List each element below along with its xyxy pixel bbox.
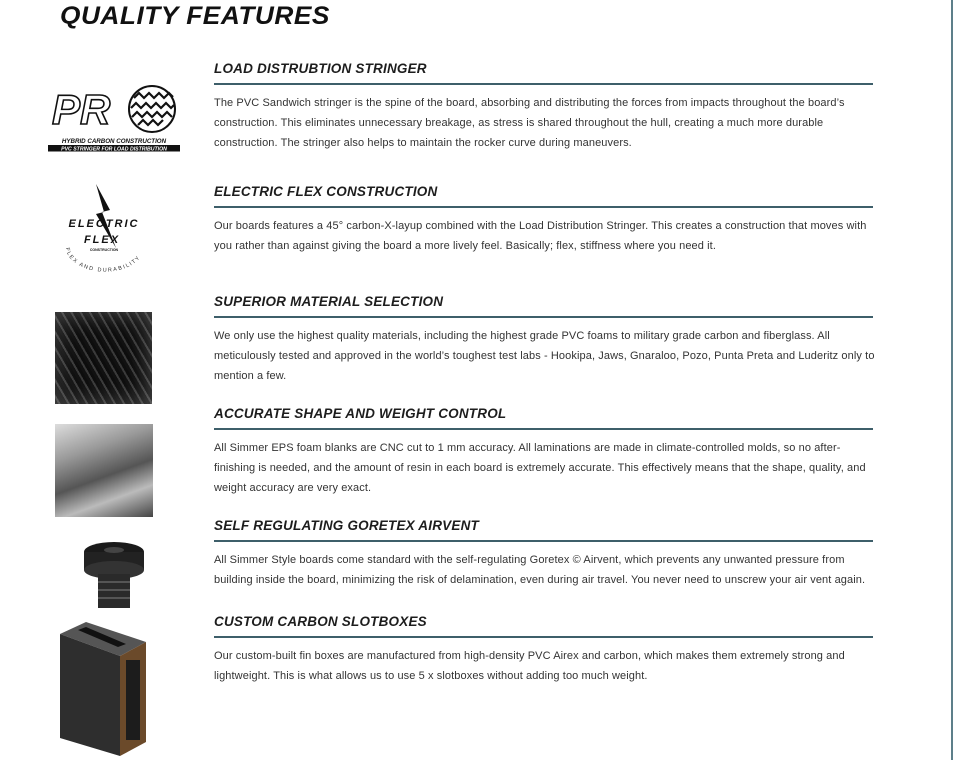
feature-superior-material-selection xyxy=(214,294,880,386)
feature-load-distribution-stringer xyxy=(214,61,880,153)
heading-divider xyxy=(214,636,873,638)
heading-divider xyxy=(214,316,873,318)
feature-custom-carbon-slotboxes xyxy=(214,614,880,686)
feature-goretex-airvent xyxy=(214,518,880,590)
heading-divider xyxy=(214,206,873,208)
carbon-fiber-image xyxy=(55,312,152,404)
svg-text:ELECTRIC: ELECTRIC xyxy=(68,218,140,230)
svg-text:FLEX: FLEX xyxy=(83,234,121,246)
heading-divider xyxy=(214,540,873,542)
svg-text:PR: PR xyxy=(52,86,111,133)
feature-heading: ELECTRIC FLEX CONSTRUCTION xyxy=(214,184,438,199)
airvent-image xyxy=(76,538,152,612)
feature-accurate-shape-weight-control xyxy=(214,406,880,498)
feature-body: All Simmer Style boards come standard with the self-regulating Goretex © Airvent, which prevents any unwanted pressure from building inside the board, minimizing the risk of delamination, even during air travel. You never need to unscrew your air vent again. xyxy=(214,554,866,586)
feature-heading: ACCURATE SHAPE AND WEIGHT CONTROL xyxy=(214,406,507,421)
cnc-machine-image xyxy=(55,424,153,517)
feature-body: Our boards features a 45° carbon-X-layup combined with the Load Distribution Stringer. This creates a construction that moves with you rather than against giving the board a more lively feel. Basically; flex, stiffness where you need it. xyxy=(214,220,867,252)
svg-text:HYBRID CARBON CONSTRUCTION: HYBRID CARBON CONSTRUCTION xyxy=(61,138,167,145)
heading-divider xyxy=(214,428,873,430)
carbon-slotbox-image xyxy=(56,620,148,758)
feature-heading: CUSTOM CARBON SLOTBOXES xyxy=(214,614,427,629)
page-border-divider xyxy=(951,0,953,760)
feature-body: We only use the highest quality materials, including the highest grade PVC foams to military grade carbon and fiberglass. All meticulously tested and approved in the world’s toughest test labs - Hookipa, Jaws, Gnaraloo, Pozo, Punta Preta and Luderitz only to mention a few. xyxy=(214,330,875,382)
feature-heading: SUPERIOR MATERIAL SELECTION xyxy=(214,294,444,309)
feature-body: Our custom-built fin boxes are manufactured from high-density PVC Airex and carbon, which makes them extremely strong and lightweight. This is what allows us to use 5 x slotboxes without adding too much weight. xyxy=(214,650,845,682)
heading-divider xyxy=(214,83,873,85)
feature-body: The PVC Sandwich stringer is the spine of the board, absorbing and distributing the forces from impacts throughout the board’s construction. This eliminates unnecessary breakage, as stress is shared throughout the hull, creating a much more durable construction. The stringer also helps to maintain the rocker curve during maneuvers. xyxy=(214,97,845,149)
feature-heading: SELF REGULATING GORETEX AIRVENT xyxy=(214,518,479,533)
page-title: QUALITY FEATURES xyxy=(60,2,330,30)
pro-logo xyxy=(48,84,182,152)
feature-body: All Simmer EPS foam blanks are CNC cut to 1 mm accuracy. All laminations are made in climate-controlled molds, so no after-finishing is needed, and the amount of resin in each board is extremely accurate. This effectively means that the shape, quality, and weight accuracy are very exact. xyxy=(214,442,866,494)
feature-electric-flex-construction xyxy=(214,184,880,256)
svg-text:FLEX AND DURABILITY: FLEX AND DURABILITY xyxy=(63,247,143,274)
svg-text:PVC STRINGER FOR LOAD DISTRIBU: PVC STRINGER FOR LOAD DISTRIBUTION xyxy=(61,146,167,152)
svg-text:CONSTRUCTION: CONSTRUCTION xyxy=(89,248,119,252)
feature-heading: LOAD DISTRUBTION STRINGER xyxy=(214,61,427,76)
electric-flex-logo xyxy=(54,182,154,276)
